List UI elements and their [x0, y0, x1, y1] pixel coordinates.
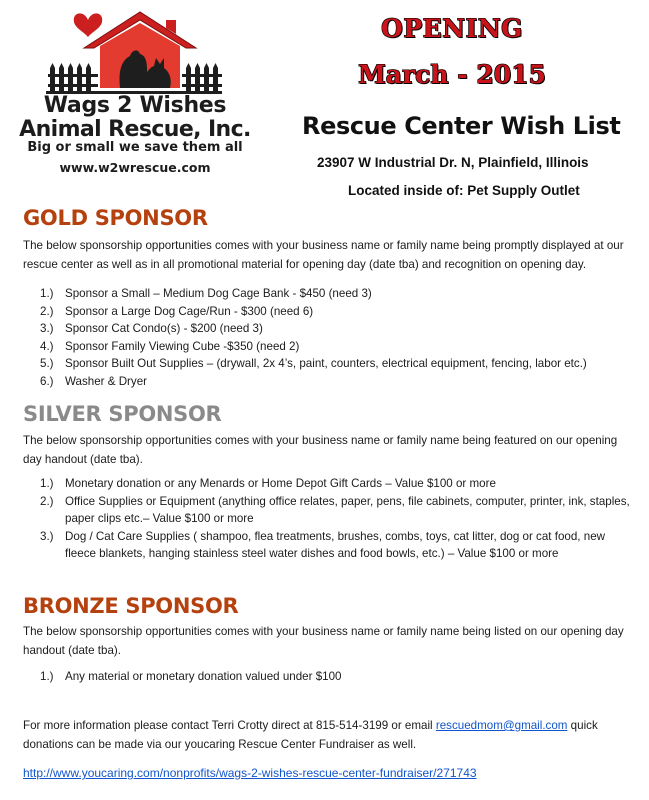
gold-sponsor-description: The below sponsorship opportunities comes with your business name or family name being promptly displayed at our rescue center as well as in all promotional material for opening day (date tba) and recognition on opening day.: [23, 239, 624, 271]
contact-info: [23, 716, 633, 754]
opening-heading: OPENING: [381, 14, 523, 43]
item-text: Sponsor a Small – Medium Dog Cage Bank - $450 (need 3): [65, 287, 372, 300]
item-number: 6.): [40, 374, 54, 388]
org-tagline: Big or small we save them all: [27, 140, 243, 155]
silver-sponsor-description: The below sponsorship opportunities comes with your business name or family name being featured on our opening day handout (date tba).: [23, 434, 618, 466]
item-number: 2.): [40, 494, 54, 508]
org-website: www.w2wrescue.com: [59, 160, 211, 175]
org-name-line2: Animal Rescue, Inc.: [19, 117, 251, 142]
list-item: [40, 373, 630, 391]
item-number: 4.): [40, 339, 54, 353]
heart-icon: [74, 13, 102, 37]
logo: [0, 0, 290, 180]
rescue-house-logo-icon: [44, 6, 224, 96]
item-text: Sponsor Built Out Supplies – (drywall, 2x 4’s, paint, counters, electrical equipment, fencing, labor etc.): [65, 357, 587, 370]
list-item: [40, 338, 630, 356]
list-item: [40, 493, 630, 528]
item-text: Sponsor Family Viewing Cube -$350 (need 2): [65, 339, 300, 353]
item-number: 3.): [40, 322, 54, 335]
item-number: 1.): [40, 477, 54, 490]
contact-text-before: For more information please contact Terri Crotty direct at 815-514-3199 or email: [23, 719, 436, 732]
item-text: Office Supplies or Equipment (anything office relates, paper, pens, file cabinets, computer, printer, ink, staples, paper clips etc.– Value $100 or more: [65, 494, 630, 525]
item-number: 1.): [40, 287, 54, 300]
list-item: [40, 528, 630, 563]
item-text: Sponsor Cat Condo(s) - $200 (need 3): [65, 322, 263, 335]
silver-sponsor-heading: SILVER SPONSOR: [23, 402, 222, 426]
fundraiser-link[interactable]: http://www.youcaring.com/nonprofits/wags-2-wishes-rescue-center-fundraiser/271743: [23, 766, 477, 780]
gold-sponsor-list: [40, 285, 630, 390]
list-item: [40, 320, 630, 338]
bronze-sponsor-description: The below sponsorship opportunities comes with your business name or family name being listed on our opening day handout (date tba).: [23, 625, 624, 657]
list-item: [40, 355, 630, 373]
address: 23907 W Industrial Dr. N, Plainfield, Illinois: [317, 155, 589, 170]
list-item: [40, 303, 630, 321]
item-number: 1.): [40, 670, 54, 683]
bronze-sponsor-heading: BRONZE SPONSOR: [23, 594, 239, 618]
item-text: Dog / Cat Care Supplies ( shampoo, flea treatments, brushes, combs, toys, cat litter, dog or cat food, new fleece blankets, hanging stainless steel water dishes and food bowls, etc.) – Value $100 or more: [65, 529, 606, 560]
opening-date: March - 2015: [358, 60, 546, 89]
item-text: Any material or monetary donation valued under $100: [65, 670, 342, 683]
item-number: 3.): [40, 529, 54, 543]
item-number: 2.): [40, 304, 54, 318]
location-note: Located inside of: Pet Supply Outlet: [348, 183, 580, 198]
list-item: [40, 668, 630, 686]
item-number: 5.): [40, 357, 54, 370]
list-item: [40, 285, 630, 303]
list-item: [40, 475, 630, 493]
contact-email-link[interactable]: rescuedmom@gmail.com: [435, 719, 568, 732]
silver-sponsor-list: [40, 475, 630, 563]
item-text: Monetary donation or any Menards or Home Depot Gift Cards – Value $100 or more: [65, 477, 496, 490]
contact-text-after: quick donations can be made via our youcaring Rescue Center Fundraiser as well.: [23, 719, 598, 751]
page-title: Rescue Center Wish List: [302, 112, 621, 140]
bronze-sponsor-list: [40, 668, 630, 686]
item-text: Sponsor a Large Dog Cage/Run - $300 (need 6): [65, 304, 314, 318]
gold-sponsor-heading: GOLD SPONSOR: [23, 206, 208, 230]
item-text: Washer & Dryer: [65, 374, 148, 388]
org-name-line1: Wags 2 Wishes: [43, 93, 227, 118]
